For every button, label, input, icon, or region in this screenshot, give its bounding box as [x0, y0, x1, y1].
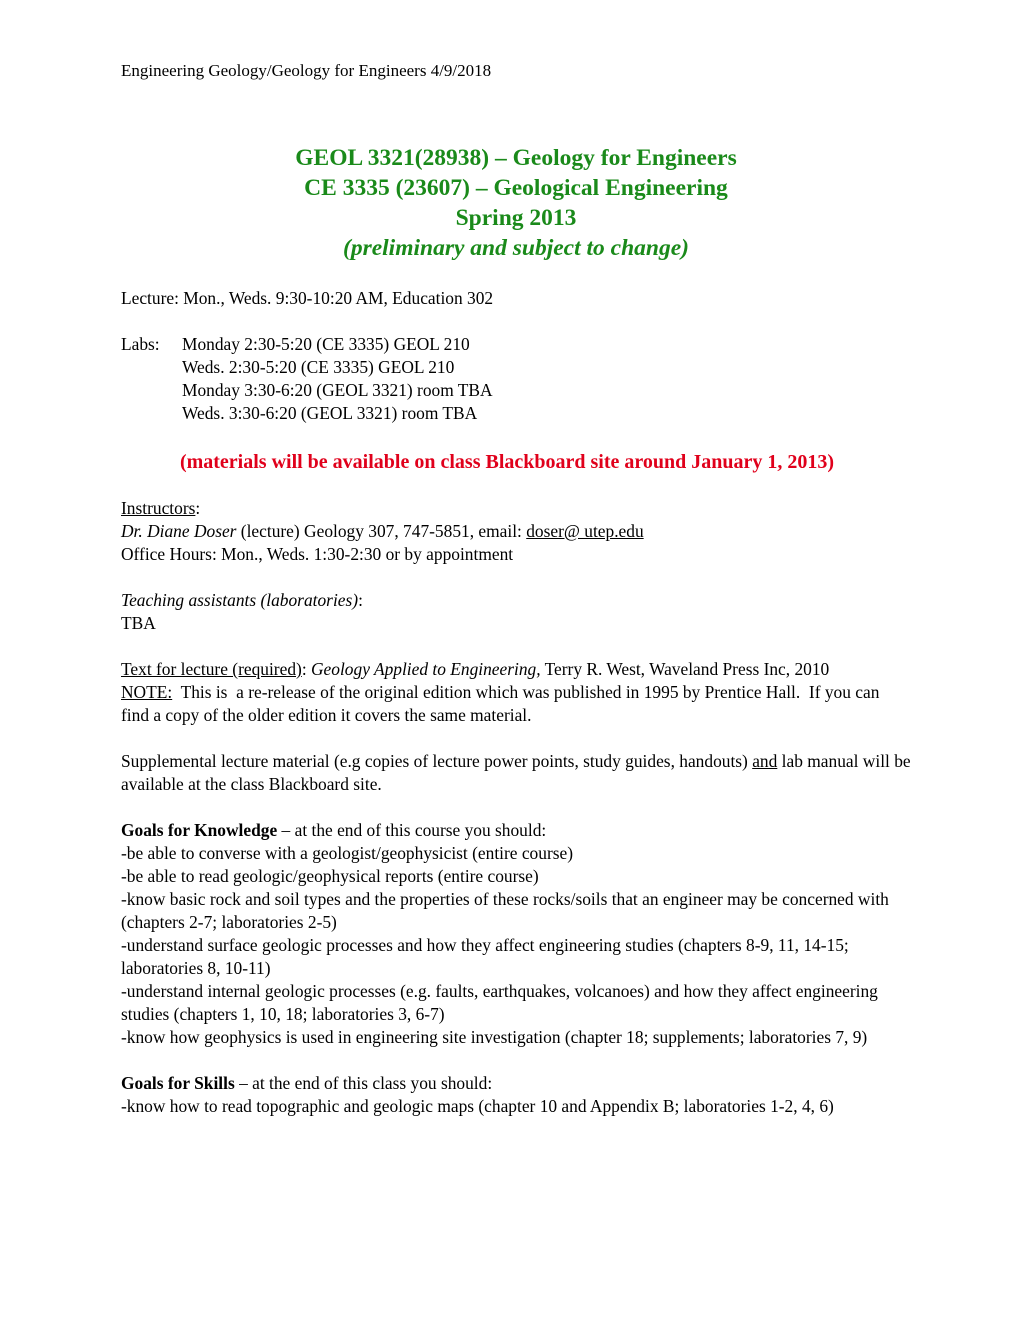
goals-knowledge-heading: Goals for Knowledge: [121, 820, 278, 840]
tas-value: TBA: [121, 613, 156, 633]
tas-heading: Teaching assistants (laboratories): [121, 590, 359, 610]
goals-knowledge-intro: – at the end of this course you should:: [277, 820, 547, 840]
labs-schedule: [121, 333, 911, 425]
instructor-details: (lecture) Geology 307, 747-5851, email:: [236, 521, 527, 541]
list-item: -be able to read geologic/geophysical reports (entire course): [121, 866, 539, 886]
materials-notice: (materials will be available on class Blackboard site around January 1, 2013): [179, 451, 835, 473]
tas-colon: :: [358, 590, 363, 610]
list-item: -be able to converse with a geologist/geophysicist (entire course): [121, 843, 574, 863]
textbook-label: Text for lecture (required): [121, 659, 302, 679]
goals-knowledge-section: [121, 819, 911, 1049]
list-item: -understand surface geologic processes and how they affect engineering studies (chapters 8-9, 11, 14-15; laboratories 8, 10-11): [121, 935, 849, 978]
instructors-colon: :: [195, 498, 201, 518]
instructors-section: [121, 497, 911, 566]
textbook-section: [121, 658, 911, 727]
goals-skills-heading: Goals for Skills: [121, 1073, 235, 1093]
list-item: -know how geophysics is used in engineering site investigation (chapter 18; supplements; laboratories 7, 9): [121, 1027, 868, 1047]
tas-section: [121, 589, 911, 635]
instructors-heading: Instructors: [121, 498, 196, 518]
course-disclaimer: (preliminary and subject to change): [343, 235, 689, 261]
list-item: -understand internal geologic processes (e.g. faults, earthquakes, volcanoes) and how they affect engineering studies (chapters 1, 10, 18; laboratories 3, 6-7): [121, 981, 878, 1024]
supplemental-and: and: [752, 751, 778, 771]
list-item: -know basic rock and soil types and the properties of these rocks/soils that an engineer may be concerned with (chapters 2-7; laboratories 2-5): [121, 889, 889, 932]
supplemental-text: Supplemental lecture material (e.g copies of lecture power points, study guides, handouts): [121, 751, 753, 771]
textbook-details: Terry R. West, Waveland Press Inc, 2010: [540, 659, 830, 679]
supplemental-section: [121, 750, 911, 796]
note-label: NOTE:: [121, 682, 173, 702]
supplemental-text-end: lab manual will be available at the class Blackboard site.: [121, 751, 911, 794]
office-hours: Office Hours: Mon., Weds. 1:30-2:30 or by appointment: [121, 544, 514, 564]
course-term: Spring 2013: [455, 205, 577, 231]
page-header: Engineering Geology/Geology for Engineers 4/9/2018: [121, 61, 492, 80]
syllabus-page: [121, 60, 911, 1118]
course-title-geol: GEOL 3321(28938) – Geology for Engineers: [295, 145, 737, 171]
goals-skills-section: [121, 1072, 911, 1118]
labs-label: Labs:: [121, 334, 160, 354]
textbook-colon: :: [301, 659, 311, 679]
note-text: This is a re-release of the original edition which was published in 1995 by Prentice Hall. If you can find a copy of the older edition it covers the same material.: [121, 682, 884, 725]
lab-line: Monday 3:30-6:20 (GEOL 3321) room TBA: [182, 380, 493, 400]
list-item: -know how to read topographic and geologic maps (chapter 10 and Appendix B; laboratories 1-2, 4, 6): [121, 1096, 834, 1116]
lab-line: Monday 2:30-5:20 (CE 3335) GEOL 210: [182, 334, 470, 354]
instructor-email-link[interactable]: doser@ utep.edu: [526, 521, 644, 541]
lab-line: Weds. 3:30-6:20 (GEOL 3321) room TBA: [182, 403, 478, 423]
lecture-schedule: Lecture: Mon., Weds. 9:30-10:20 AM, Education 302: [121, 288, 494, 308]
textbook-title: Geology Applied to Engineering,: [311, 659, 541, 679]
goals-skills-intro: – at the end of this class you should:: [234, 1073, 493, 1093]
course-title-ce: CE 3335 (23607) – Geological Engineering: [304, 175, 728, 201]
lab-line: Weds. 2:30-5:20 (CE 3335) GEOL 210: [182, 357, 455, 377]
course-title-block: [121, 143, 911, 263]
instructor-name: Dr. Diane Doser: [121, 521, 237, 541]
